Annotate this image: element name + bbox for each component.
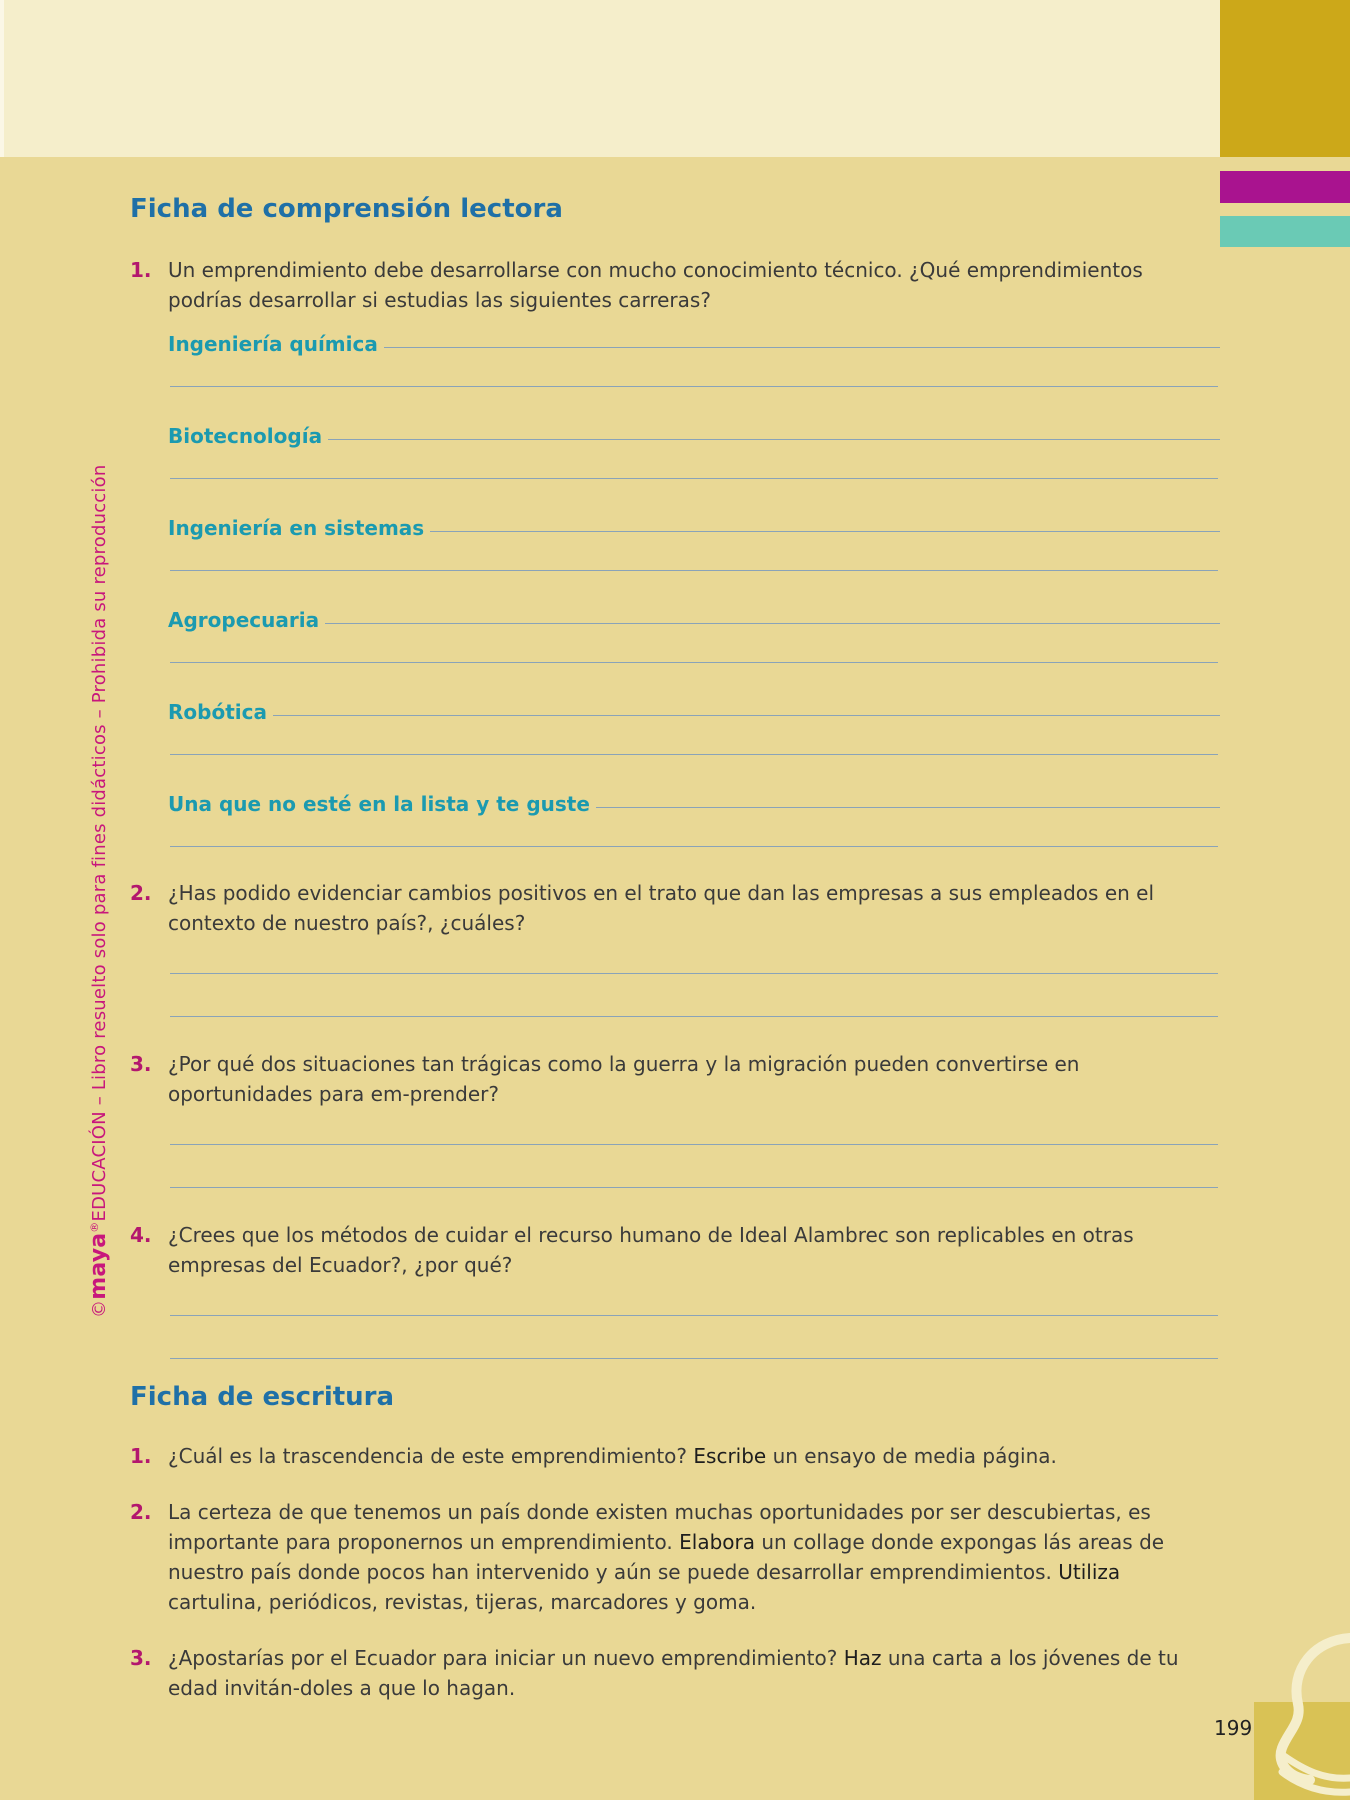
answer-line[interactable] xyxy=(170,1315,1218,1316)
question-number: 2. xyxy=(130,881,152,905)
question-text: Un emprendimiento debe desarrollarse con mucho conocimiento técnico. ¿Qué emprendimientos podrías desarrollar si estudias las siguientes carreras? xyxy=(168,258,1143,312)
answer-line[interactable] xyxy=(170,1016,1218,1017)
header-band xyxy=(0,0,1224,157)
answer-line[interactable] xyxy=(170,478,1218,479)
action-verb: Elabora xyxy=(679,1530,755,1554)
answer-line[interactable] xyxy=(170,1144,1218,1145)
reading-question-3 xyxy=(130,1049,1220,1109)
item-text: ¿Apostarías por el Ecuador para iniciar un nuevo emprendimiento? Haz una carta a los jóvenes de tu edad invitán-doles a que lo hagan. xyxy=(168,1646,1179,1700)
gold-tab xyxy=(1220,0,1350,157)
item-number: 2. xyxy=(130,1500,152,1524)
career-label: Biotecnología xyxy=(168,424,323,448)
career-field-biotecnologia[interactable] xyxy=(168,418,1220,448)
item-number: 1. xyxy=(130,1444,152,1468)
answer-line[interactable] xyxy=(170,1187,1218,1188)
career-label: Robótica xyxy=(168,700,267,724)
answer-line[interactable] xyxy=(170,1358,1218,1359)
page-number: 199 xyxy=(1214,1716,1253,1740)
brand-name: maya xyxy=(86,1232,111,1300)
reading-question-1 xyxy=(130,255,1220,315)
career-field-other[interactable] xyxy=(168,786,1220,816)
career-field-ingenieria-sistemas[interactable] xyxy=(168,510,1220,540)
teal-tab xyxy=(1220,216,1350,247)
item-text: La certeza de que tenemos un país donde existen muchas oportunidades por ser descubiertas, es importante para proponernos un emprendimiento. Elabora un collage donde expongas lás areas de nuestro país donde pocos han intervenido y aún se puede desarrollar emprendimientos. Utiliza cartulina, periódicos, revistas, tijeras, marcadores y goma. xyxy=(168,1500,1165,1614)
credit-text: EDUCACIÓN – Libro resuelto solo para fines didácticos – Prohibida su reproducción xyxy=(89,464,110,1222)
answer-line xyxy=(328,439,1220,440)
reading-question-2 xyxy=(130,878,1220,938)
question-text: ¿Por qué dos situaciones tan trágicas como la guerra y la migración pueden convertirse en oportunidades para em-prender? xyxy=(168,1052,1080,1106)
action-verb: Escribe xyxy=(693,1444,767,1468)
answer-line[interactable] xyxy=(170,662,1218,663)
item-number: 3. xyxy=(130,1646,152,1670)
magenta-tab xyxy=(1220,171,1350,203)
answer-line[interactable] xyxy=(170,570,1218,571)
writing-item-1 xyxy=(130,1441,1220,1471)
answer-line xyxy=(430,531,1220,532)
question-text: ¿Crees que los métodos de cuidar el recurso humano de Ideal Alambrec son replicables en otras empresas del Ecuador?, ¿por qué? xyxy=(168,1223,1134,1277)
career-field-ingenieria-quimica[interactable] xyxy=(168,326,1220,356)
answer-line[interactable] xyxy=(170,386,1218,387)
career-label: Agropecuaria xyxy=(168,608,320,632)
career-label: Una que no esté en la lista y te guste xyxy=(168,792,590,816)
question-text: ¿Has podido evidenciar cambios positivos en el trato que dan las empresas a sus empleados en el contexto de nuestro país?, ¿cuáles? xyxy=(168,881,1155,935)
question-number: 1. xyxy=(130,258,152,282)
answer-line[interactable] xyxy=(170,754,1218,755)
question-number: 3. xyxy=(130,1052,152,1076)
reading-question-4 xyxy=(130,1220,1220,1280)
career-label: Ingeniería en sistemas xyxy=(168,516,425,540)
career-label: Ingeniería química xyxy=(168,332,378,356)
question-number: 4. xyxy=(130,1223,152,1247)
writing-item-2 xyxy=(130,1497,1220,1617)
career-field-robotica[interactable] xyxy=(168,694,1220,724)
action-verb: Utiliza xyxy=(1058,1560,1121,1584)
writing-section-title: Ficha de escritura xyxy=(130,1382,395,1412)
copyright-credit xyxy=(86,465,111,1318)
registered-mark: ® xyxy=(88,1221,101,1233)
answer-line xyxy=(384,347,1220,348)
career-field-agropecuaria[interactable] xyxy=(168,602,1220,632)
answer-line[interactable] xyxy=(170,846,1218,847)
action-verb: Haz xyxy=(843,1646,882,1670)
item-text: ¿Cuál es la trascendencia de este emprendimiento? Escribe un ensayo de media página. xyxy=(168,1444,1057,1468)
answer-line[interactable] xyxy=(170,973,1218,974)
answer-line xyxy=(596,807,1220,808)
answer-line xyxy=(325,623,1220,624)
copyright-symbol: © xyxy=(89,1299,110,1318)
lightbulb-icon xyxy=(1254,1630,1350,1800)
writing-item-3 xyxy=(130,1643,1220,1703)
reading-section-title: Ficha de comprensión lectora xyxy=(130,194,563,224)
answer-line xyxy=(273,715,1220,716)
